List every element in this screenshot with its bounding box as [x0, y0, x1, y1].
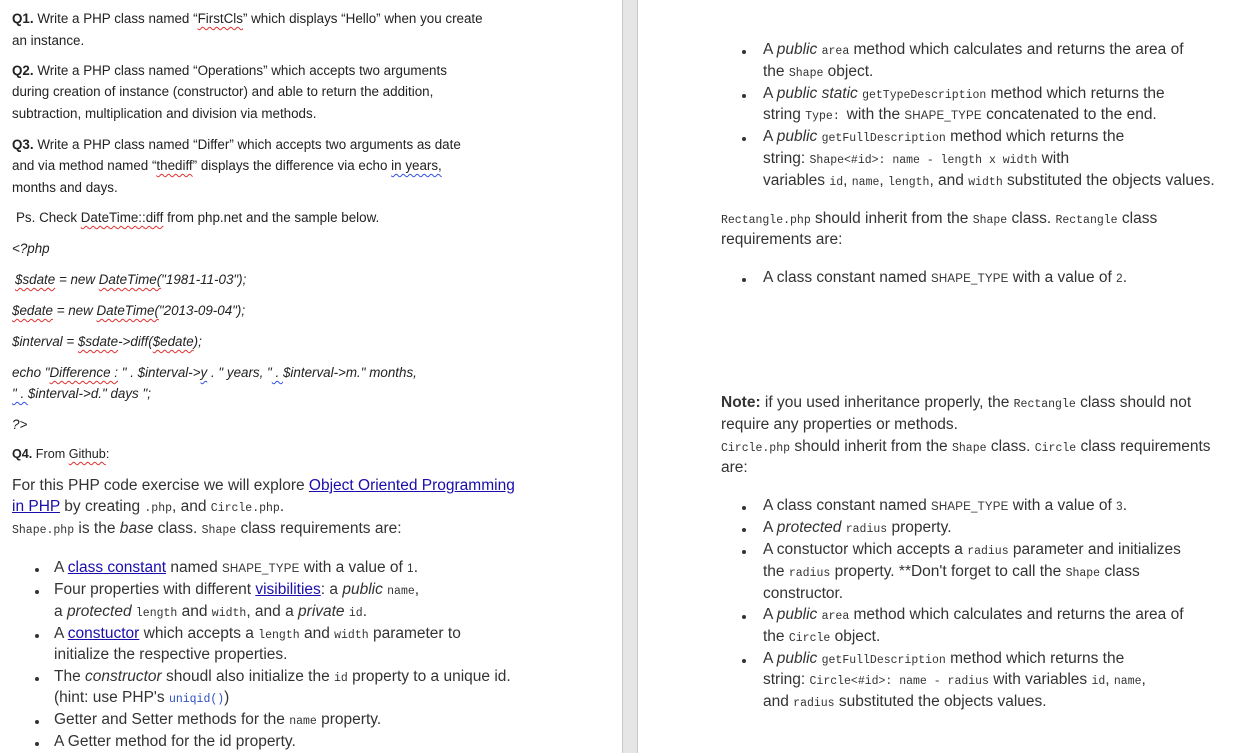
bullet — [35, 590, 39, 594]
circle-req-constant: A class constant named SHAPE_TYPE with a value of 3. — [763, 497, 1128, 514]
bullet — [742, 615, 746, 619]
circle-req-constructor-1: A constuctor which accepts a radius parameter and initializes — [763, 541, 1181, 558]
q2-line-3: subtraction, multiplication and division via methods. — [12, 106, 317, 121]
q4-line: Q4. From Github: — [12, 447, 110, 461]
code-line-sdate: $sdate = new DateTime("1981-11-03"); — [15, 272, 247, 287]
visibilities-link[interactable]: visibilities — [255, 581, 321, 598]
ps-line: Ps. Check DateTime::diff from php.net and the sample below. — [16, 210, 380, 225]
shape-req-id-getter: A Getter method for the id property. — [54, 733, 296, 750]
shape-req-getter-setter: Getter and Setter methods for the name property. — [54, 711, 382, 728]
code-close-tag: ?> — [12, 417, 28, 432]
page-gutter — [622, 0, 638, 753]
bullet — [742, 50, 746, 54]
req-full-desc-2: string: Shape<#id>: name - length x width with — [763, 150, 1070, 167]
shape-req-properties-2: a protected length and width, and a private id. — [54, 603, 367, 620]
bullet — [35, 720, 39, 724]
q1-number: Q1. — [12, 11, 34, 26]
q3-line-1: Q3. Write a PHP class named “Differ” which accepts two arguments as date — [12, 137, 461, 152]
bullet — [742, 659, 746, 663]
bullet — [742, 94, 746, 98]
bullet — [35, 677, 39, 681]
circle-intro-1: Circle.php should inherit from the Shape class. Circle class requirements — [721, 438, 1211, 455]
bullet — [742, 506, 746, 510]
q1-line-1: Q1. Write a PHP class named “FirstCls” which displays “Hello” when you create — [12, 11, 483, 26]
rectangle-intro-1: Rectangle.php should inherit from the Shape class. Rectangle class — [721, 210, 1158, 227]
bullet — [742, 137, 746, 141]
req-full-desc-3: variables id, name, length, and width substituted the objects values. — [763, 172, 1215, 189]
circle-req-constructor-3: constructor. — [763, 585, 844, 602]
bullet — [742, 528, 746, 532]
bullet — [35, 634, 39, 638]
q1-line-2: an instance. — [12, 33, 85, 48]
intro-line-2: in PHP by creating .php, and Circle.php. — [12, 498, 285, 515]
bullet — [742, 278, 746, 282]
req-area-2: the Shape object. — [763, 63, 874, 80]
q3-line-2: and via method named “thediff” displays the difference via echo in years, — [12, 158, 442, 173]
shape-req-constructor-1: A constuctor which accepts a length and width parameter to — [54, 625, 461, 642]
req-area-1: A public area method which calculates and returns the area of — [763, 41, 1184, 58]
q2-line-1: Q2. Write a PHP class named “Operations” which accepts two arguments — [12, 63, 447, 78]
q2-line-2: during creation of instance (constructor) and able to return the addition, — [12, 84, 434, 99]
code-line-interval: $interval = $sdate->diff($edate); — [12, 334, 202, 349]
circle-req-full-desc-2: string: Circle<#id>: name - radius with variables id, name, — [763, 671, 1146, 688]
rectangle-intro-2: requirements are: — [721, 231, 843, 248]
code-line-echo-2: " . $interval->d." days "; — [12, 386, 151, 401]
oop-link[interactable]: Object Oriented Programming — [308, 477, 515, 494]
shape-req-constructor-2: initialize the respective properties. — [54, 646, 288, 663]
in-php-link[interactable]: in PHP — [12, 498, 60, 515]
circle-req-area-1: A public area method which calculates and returns the area of — [763, 606, 1184, 623]
intro-line-3: Shape.php is the base class. Shape class requirements are: — [12, 520, 402, 537]
bullet — [742, 550, 746, 554]
bullet — [35, 568, 39, 572]
shape-req-id-1: The constructor shoudl also initialize the id property to a unique id. — [54, 668, 511, 685]
circle-req-area-2: the Circle object. — [763, 628, 881, 645]
constuctor-link[interactable]: constuctor — [67, 625, 140, 642]
circle-intro-2: are: — [721, 459, 748, 476]
shape-req-id-2: (hint: use PHP's uniqid()) — [54, 689, 230, 706]
circle-req-full-desc-1: A public getFullDescription method which returns the — [763, 650, 1125, 667]
req-type-desc-1: A public static getTypeDescription method which returns the — [763, 85, 1165, 102]
intro-line-1: For this PHP code exercise we will explore Object Oriented Programming — [12, 477, 515, 494]
circle-req-radius: A protected radius property. — [763, 519, 952, 536]
bullet — [35, 742, 39, 746]
shape-req-constant: A class constant named SHAPE_TYPE with a value of 1. — [54, 559, 419, 576]
circle-req-constructor-2: the radius property. **Don't forget to call the Shape class — [763, 563, 1140, 580]
req-type-desc-2: string Type: with the SHAPE_TYPE concatenated to the end. — [763, 106, 1157, 123]
code-line-edate: $edate = new DateTime("2013-09-04"); — [12, 303, 246, 318]
rect-req-constant: A class constant named SHAPE_TYPE with a value of 2. — [763, 269, 1128, 286]
class-constant-link[interactable]: class constant — [67, 559, 167, 576]
document-page-right — [638, 0, 1239, 753]
code-line-echo-1: echo "Difference : " . $interval->y . " years, " . $interval->m." months, — [12, 365, 417, 380]
shape-req-properties-1: Four properties with different visibilities: a public name, — [54, 581, 420, 598]
code-open-tag: <?php — [12, 241, 50, 256]
circle-req-full-desc-3: and radius substituted the objects values. — [763, 693, 1047, 710]
note-line-2: require any properties or methods. — [721, 416, 958, 433]
note-line-1: Note: if you used inheritance properly, the Rectangle class should not — [721, 394, 1192, 411]
req-full-desc-1: A public getFullDescription method which returns the — [763, 128, 1125, 145]
q3-line-3: months and days. — [12, 180, 118, 195]
